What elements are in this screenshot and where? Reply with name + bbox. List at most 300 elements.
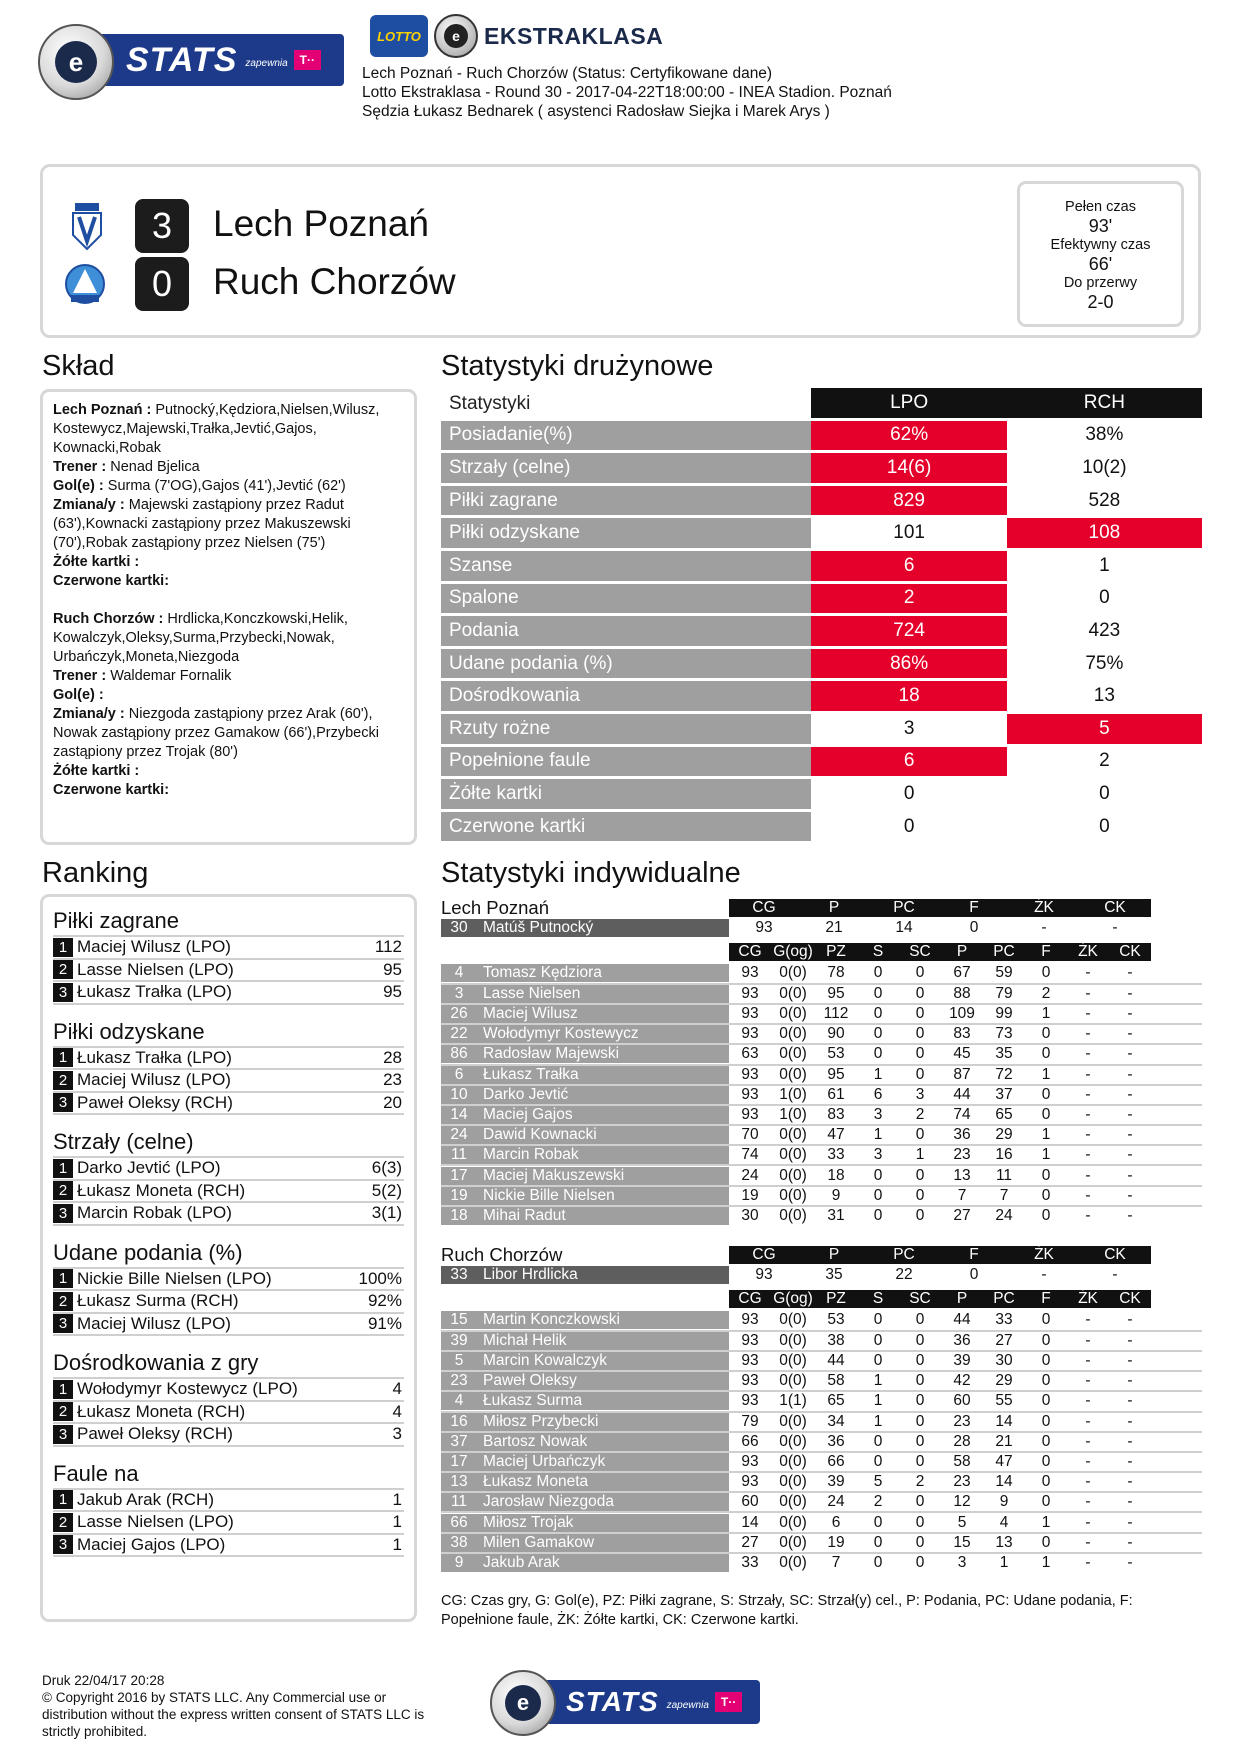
player-stat-value: 0(0): [779, 1310, 807, 1328]
player-stat-value: 23: [953, 1412, 971, 1430]
gk-column-header: CG: [729, 1246, 799, 1264]
player-stat-value: 0: [1041, 1533, 1051, 1551]
player-stat-value: -: [1085, 1352, 1091, 1370]
player-stat-value: -: [1127, 1310, 1133, 1328]
player-stat-value: -: [1085, 1493, 1091, 1511]
player-stat-value: 1: [1041, 1126, 1051, 1144]
player-stat-value: 58: [827, 1372, 845, 1390]
player-stat-value: 0: [915, 1372, 925, 1390]
player-stat-value: 88: [953, 984, 971, 1002]
player-stat-value: 0: [1041, 1352, 1051, 1370]
gk-column-header: PC: [869, 899, 939, 917]
player-stat-value: 0: [915, 1553, 925, 1571]
player-row: [441, 1064, 1202, 1084]
gk-column-header: F: [939, 899, 1009, 917]
home-goals: Gol(e) : Surma (7'OG),Gajos (41'),Jevtić (62'): [53, 478, 346, 494]
player-stat-value: 0: [873, 1352, 883, 1370]
ranking-row: [53, 1203, 404, 1226]
player-stat-value: 95: [827, 1065, 845, 1083]
team-stat-row: [441, 518, 1202, 551]
player-stat-value: -: [1085, 1146, 1091, 1164]
player-stat-value: 0: [1041, 1331, 1051, 1349]
match-referee: Sędzia Łukasz Bednarek ( asystenci Radosław Siejka i Marek Arys ): [362, 103, 830, 120]
rank-number: 1: [53, 1380, 73, 1399]
ranking-row: [53, 1535, 404, 1558]
player-stat-value: 1: [1041, 1513, 1051, 1531]
player-stat-value: 7: [831, 1553, 841, 1571]
player-number: 19: [441, 1187, 477, 1205]
player-stat-value: -: [1085, 1005, 1091, 1023]
player-stat-value: 73: [995, 1025, 1013, 1043]
player-number: 18: [441, 1207, 477, 1225]
player-stat-value: 1: [873, 1126, 883, 1144]
rank-number: 1: [53, 938, 73, 957]
ranking-value: 1: [392, 1534, 402, 1554]
player-name: Nickie Bille Nielsen: [477, 1187, 729, 1205]
team-name-label: Lech Poznań: [441, 897, 550, 919]
ranking-player-name: Paweł Oleksy (RCH): [77, 1092, 233, 1112]
ranking-player-name: Nickie Bille Nielsen (LPO): [77, 1268, 272, 1288]
ranking-value: 4: [392, 1401, 402, 1421]
player-stat-value: 0: [915, 1513, 925, 1531]
ranking-group-title: Udane podania (%): [53, 1239, 404, 1269]
team-stat-home-value: 0: [811, 812, 1006, 845]
rank-number: 3: [53, 1204, 73, 1223]
team-stat-home-value: 829: [811, 486, 1006, 519]
team-stat-home-value: 724: [811, 616, 1006, 649]
half-time-label: Do przerwy: [1063, 275, 1138, 291]
player-number: 10: [441, 1086, 477, 1104]
match-details: Lotto Ekstraklasa - Round 30 - 2017-04-22T18:00:00 - INEA Stadion. Poznań: [362, 84, 892, 101]
ranking-value: 100%: [358, 1268, 402, 1288]
player-row: [441, 1471, 1202, 1491]
away-individual-stats: [441, 1245, 1202, 1572]
player-stat-value: 79: [741, 1412, 759, 1430]
player-stat-value: 0(0): [779, 1493, 807, 1511]
ranking-value: 5(2): [371, 1180, 402, 1200]
player-row: [441, 1431, 1202, 1451]
match-title: Lech Poznań - Ruch Chorzów (Status: Certyfikowane dane): [362, 65, 773, 82]
player-row: [441, 1144, 1202, 1164]
team-stat-home-value: 14(6): [811, 453, 1006, 486]
player-stat-value: 93: [741, 1452, 759, 1470]
player-name: Tomasz Kędziora: [477, 964, 729, 982]
player-name: Paweł Oleksy: [477, 1372, 729, 1390]
ruch-crest-icon: [65, 259, 105, 309]
player-stat-value: 66: [827, 1452, 845, 1470]
player-stat-value: 1: [1041, 1553, 1051, 1571]
player-stat-value: 2: [1041, 984, 1051, 1002]
player-stat-value: -: [1127, 1473, 1133, 1491]
team-stat-label: Szanse: [441, 551, 811, 584]
player-stat-value: 19: [741, 1186, 759, 1204]
player-stat-value: 60: [741, 1493, 759, 1511]
away-score: 0: [135, 257, 189, 311]
player-stat-value: 0: [915, 1206, 925, 1224]
player-stat-value: 5: [957, 1513, 967, 1531]
ranking-player-name: Lasse Nielsen (LPO): [77, 1512, 234, 1532]
rank-number: 2: [53, 1402, 73, 1421]
player-stat-value: 15: [953, 1533, 971, 1551]
ranking-value: 3: [392, 1424, 402, 1444]
player-stat-value: 12: [953, 1493, 971, 1511]
player-column-header: F: [1025, 943, 1067, 961]
player-stat-value: -: [1085, 1412, 1091, 1430]
home-coach: Trener : Nenad Bjelica: [53, 459, 200, 475]
away-coach: Trener : Waldemar Fornalik: [53, 668, 232, 684]
player-stat-value: 0: [1041, 1186, 1051, 1204]
ranking-value: 95: [383, 982, 402, 1002]
player-stat-value: 0: [873, 1025, 883, 1043]
ranking-group: [53, 1128, 404, 1226]
player-stat-value: 0: [915, 1412, 925, 1430]
player-stat-value: -: [1085, 984, 1091, 1002]
ranking-player-name: Darko Jevtić (LPO): [77, 1158, 221, 1178]
ranking-row: [53, 982, 404, 1005]
player-stat-value: -: [1127, 1533, 1133, 1551]
player-stat-value: 7: [999, 1186, 1009, 1204]
player-stat-value: 0: [915, 1166, 925, 1184]
player-stat-value: 45: [953, 1045, 971, 1063]
team-stat-row: [441, 779, 1202, 812]
player-name: Mihai Radut: [477, 1207, 729, 1225]
player-name: Maciej Urbańczyk: [477, 1453, 729, 1471]
ranking-value: 95: [383, 959, 402, 979]
player-stat-value: 0: [1041, 1206, 1051, 1224]
player-stat-value: 37: [995, 1085, 1013, 1103]
player-stat-value: -: [1127, 1166, 1133, 1184]
team-stat-row: [441, 616, 1202, 649]
player-number: 23: [441, 1372, 477, 1390]
team-stats-away-code: RCH: [1007, 388, 1202, 421]
gk-column-header: CK: [1079, 899, 1151, 917]
ranking-value: 91%: [367, 1313, 402, 1333]
gk-column-header: F: [939, 1246, 1009, 1264]
team-stats-home-code: LPO: [811, 388, 1006, 421]
ranking-player-name: Łukasz Trałka (LPO): [77, 982, 232, 1002]
player-stat-value: 0: [873, 1206, 883, 1224]
gk-stat-value: 0: [969, 919, 979, 937]
team-stat-label: Spalone: [441, 584, 811, 617]
player-stat-value: 1(0): [779, 1085, 807, 1103]
player-stat-value: -: [1127, 1372, 1133, 1390]
player-column-header: SC: [899, 1290, 941, 1308]
player-row: [441, 1084, 1202, 1104]
player-stat-value: 24: [741, 1166, 759, 1184]
player-stat-value: 23: [953, 1473, 971, 1491]
player-stat-value: 24: [995, 1206, 1013, 1224]
player-row: [441, 1164, 1202, 1184]
player-stat-value: 3: [873, 1105, 883, 1123]
player-stat-value: 14: [995, 1412, 1013, 1430]
gk-stat-value: 0: [969, 1266, 979, 1284]
player-stat-value: 47: [827, 1126, 845, 1144]
ranking-row: [53, 1424, 404, 1447]
team-stat-label: Czerwone kartki: [441, 812, 811, 845]
player-stat-value: 0(0): [779, 1025, 807, 1043]
ekstraklasa-logo: [370, 14, 663, 58]
rank-number: 3: [53, 1314, 73, 1333]
player-name: Dawid Kownacki: [477, 1126, 729, 1144]
gk-column-header: ŻK: [1009, 899, 1079, 917]
ranking-group-title: Piłki odzyskane: [53, 1018, 404, 1048]
player-stat-value: 36: [953, 1331, 971, 1349]
ranking-player-name: Łukasz Trałka (LPO): [77, 1047, 232, 1067]
player-stat-value: 112: [823, 1005, 849, 1023]
player-stat-value: 14: [995, 1473, 1013, 1491]
player-row: [441, 1023, 1202, 1043]
player-stat-value: 33: [741, 1553, 759, 1571]
player-name: Maciej Gajos: [477, 1106, 729, 1124]
player-stat-value: 1: [1041, 1065, 1051, 1083]
player-name: Libor Hrdlicka: [477, 1266, 729, 1284]
player-stat-value: -: [1085, 1392, 1091, 1410]
player-stat-value: -: [1127, 1352, 1133, 1370]
effective-time-label: Efektywny czas: [1050, 237, 1151, 253]
player-name: Bartosz Nowak: [477, 1433, 729, 1451]
ranking-player-name: Wołodymyr Kostewycz (LPO): [77, 1379, 298, 1399]
player-stat-value: 34: [827, 1412, 845, 1430]
rank-number: 3: [53, 1535, 73, 1554]
ranking-group: [53, 1018, 404, 1116]
player-stat-value: 93: [741, 1352, 759, 1370]
player-stat-value: 0: [873, 1045, 883, 1063]
team-stat-away-value: 38%: [1007, 421, 1202, 454]
gk-header-row: [441, 898, 1202, 918]
player-stat-value: 0(0): [779, 1186, 807, 1204]
player-stat-value: 0: [1041, 1493, 1051, 1511]
team-stat-row: [441, 551, 1202, 584]
player-number: 30: [441, 919, 477, 937]
team-stats-header-label: Statystyki: [441, 388, 811, 421]
player-stat-value: 1: [1041, 1146, 1051, 1164]
player-number: 86: [441, 1045, 477, 1063]
team-stat-label: Piłki odzyskane: [441, 518, 811, 551]
team-stat-label: Dośrodkowania: [441, 681, 811, 714]
rank-number: 2: [53, 1071, 73, 1090]
player-stat-value: 0: [915, 1065, 925, 1083]
team-stat-row: [441, 421, 1202, 454]
match-time-box: [1017, 181, 1184, 327]
player-stat-value: 0: [915, 1005, 925, 1023]
gk-stat-value: 93: [755, 919, 773, 937]
player-stat-value: 0: [915, 1331, 925, 1349]
player-stat-value: -: [1127, 1146, 1133, 1164]
ranking-value: 1: [392, 1512, 402, 1532]
player-stat-value: 44: [827, 1352, 845, 1370]
player-stat-value: 0(0): [779, 984, 807, 1002]
player-stat-value: 87: [953, 1065, 971, 1083]
player-stat-value: 90: [827, 1025, 845, 1043]
player-stat-value: 7: [957, 1186, 967, 1204]
player-stat-value: -: [1127, 1392, 1133, 1410]
player-stat-value: 93: [741, 963, 759, 981]
player-stat-value: 0(0): [779, 1412, 807, 1430]
player-stat-value: 78: [827, 963, 845, 981]
player-stat-value: -: [1085, 1105, 1091, 1123]
player-name: Miłosz Przybecki: [477, 1413, 729, 1431]
ranking-row: [53, 1158, 404, 1181]
player-number: 5: [441, 1352, 477, 1370]
player-stat-value: -: [1127, 984, 1133, 1002]
player-stat-value: 58: [953, 1452, 971, 1470]
player-row: [441, 963, 1202, 983]
player-stat-value: 0(0): [779, 1432, 807, 1450]
player-stat-value: 0(0): [779, 1045, 807, 1063]
player-stat-value: 31: [827, 1206, 845, 1224]
team-stat-away-value: 108: [1007, 518, 1202, 551]
team-stat-label: Żółte kartki: [441, 779, 811, 812]
player-stat-value: 27: [953, 1206, 971, 1224]
player-number: 17: [441, 1453, 477, 1471]
player-stat-value: 65: [995, 1105, 1013, 1123]
player-name: Matúš Putnocký: [477, 919, 729, 937]
player-stat-value: -: [1085, 1432, 1091, 1450]
rank-number: 1: [53, 1490, 73, 1509]
player-stat-value: 0: [915, 1045, 925, 1063]
home-red: Czerwone kartki:: [53, 573, 170, 589]
stats-logo-word: STATS: [126, 40, 238, 79]
player-stat-value: -: [1085, 1533, 1091, 1551]
individual-stats-title: Statystyki indywidualne: [441, 857, 741, 889]
player-stat-value: -: [1085, 1065, 1091, 1083]
player-stat-value: -: [1127, 1045, 1133, 1063]
ranking-row: [53, 1512, 404, 1535]
player-column-header: G(og): [771, 1290, 815, 1308]
footer-stats-logo: [490, 1670, 760, 1734]
player-stat-value: 6: [873, 1085, 883, 1103]
ranking-value: 20: [383, 1092, 402, 1112]
player-name: Martin Konczkowski: [477, 1311, 729, 1329]
footer-ekstraklasa-ball-icon: e: [490, 1670, 556, 1736]
ranking-group-title: Faule na: [53, 1460, 404, 1490]
player-name: Radosław Majewski: [477, 1045, 729, 1063]
rank-number: 3: [53, 1425, 73, 1444]
player-stat-value: 42: [953, 1372, 971, 1390]
player-column-header: CG: [729, 943, 771, 961]
ranking-value: 1: [392, 1489, 402, 1509]
team-stat-home-value: 101: [811, 518, 1006, 551]
player-stat-value: 93: [741, 1025, 759, 1043]
tmobile-logo: T··: [294, 50, 321, 70]
team-stat-away-value: 5: [1007, 714, 1202, 747]
player-stat-value: 93: [741, 984, 759, 1002]
player-number: 33: [441, 1266, 477, 1284]
player-column-header: S: [857, 943, 899, 961]
player-stat-value: 0: [1041, 1473, 1051, 1491]
ranking-value: 4: [392, 1379, 402, 1399]
player-stat-value: 67: [953, 963, 971, 981]
gk-column-header: CK: [1079, 1246, 1151, 1264]
player-number: 11: [441, 1493, 477, 1511]
player-stat-value: 2: [915, 1105, 925, 1123]
player-stat-value: -: [1085, 1372, 1091, 1390]
home-yellow: Żółte kartki :: [53, 554, 140, 570]
player-row: [441, 1310, 1202, 1330]
player-column-header: G(og): [771, 943, 815, 961]
team-stat-row: [441, 747, 1202, 780]
player-stat-value: 1: [873, 1065, 883, 1083]
player-stat-value: 93: [741, 1005, 759, 1023]
footer-text: [42, 1672, 452, 1740]
player-name: Wołodymyr Kostewycz: [477, 1025, 729, 1043]
player-column-header: PC: [983, 1290, 1025, 1308]
player-row: [441, 1411, 1202, 1431]
ranking-value: 92%: [367, 1291, 402, 1311]
player-stat-value: -: [1085, 1513, 1091, 1531]
player-column-header: P: [941, 943, 983, 961]
player-stat-value: 21: [995, 1432, 1013, 1450]
team-stat-away-value: 13: [1007, 681, 1202, 714]
stats-logo-bar: [90, 34, 344, 86]
player-stat-value: 0(0): [779, 1146, 807, 1164]
player-column-header: PZ: [815, 1290, 857, 1308]
team-stat-away-value: 1: [1007, 551, 1202, 584]
full-time-label: Pełen czas: [1065, 199, 1136, 215]
away-goals: Gol(e) :: [53, 687, 104, 703]
player-column-header: PZ: [815, 943, 857, 961]
player-stat-value: 4: [999, 1513, 1009, 1531]
team-stats-table: [441, 388, 1202, 844]
ranking-row: [53, 1314, 404, 1337]
player-stat-value: -: [1085, 1452, 1091, 1470]
player-stat-value: -: [1127, 1085, 1133, 1103]
player-stat-value: 29: [995, 1372, 1013, 1390]
footer-stats-sponsor-text: zapewnia: [666, 1699, 709, 1711]
player-stat-value: 16: [995, 1146, 1013, 1164]
player-stat-value: -: [1085, 1206, 1091, 1224]
ranking-group: [53, 1349, 404, 1447]
gk-stat-value: -: [1112, 919, 1118, 937]
player-number: 4: [441, 1392, 477, 1410]
player-stat-value: 0: [915, 1186, 925, 1204]
player-stat-value: 83: [953, 1025, 971, 1043]
player-stat-value: 13: [995, 1533, 1013, 1551]
player-stat-value: 30: [741, 1206, 759, 1224]
player-stat-value: 0: [915, 1432, 925, 1450]
gk-column-header: P: [799, 1246, 869, 1264]
player-stat-value: 0(0): [779, 1513, 807, 1531]
player-name: Jarosław Niezgoda: [477, 1493, 729, 1511]
ranking-player-name: Łukasz Moneta (RCH): [77, 1180, 246, 1200]
ranking-value: 112: [374, 937, 402, 957]
player-number: 17: [441, 1167, 477, 1185]
player-column-header: F: [1025, 1290, 1067, 1308]
player-row: [441, 1043, 1202, 1063]
rank-number: 1: [53, 1048, 73, 1067]
player-stat-value: 0(0): [779, 1352, 807, 1370]
player-stat-value: 35: [995, 1045, 1013, 1063]
rank-number: 2: [53, 960, 73, 979]
player-stat-value: 0: [1041, 1085, 1051, 1103]
player-stat-value: -: [1085, 1025, 1091, 1043]
ekstraklasa-ball-icon: e: [38, 24, 114, 100]
player-stat-value: 0(0): [779, 1126, 807, 1144]
player-stat-value: -: [1085, 1310, 1091, 1328]
player-stat-value: 93: [741, 1065, 759, 1083]
player-stat-value: 99: [995, 1005, 1013, 1023]
gk-column-header: P: [799, 899, 869, 917]
footer-stats-logo-bar: [536, 1680, 760, 1724]
player-column-header: ŻK: [1067, 943, 1109, 961]
player-row: [441, 1491, 1202, 1511]
player-stat-value: 0: [1041, 1105, 1051, 1123]
player-stat-value: 0(0): [779, 1452, 807, 1470]
player-stat-value: 0: [1041, 1412, 1051, 1430]
lineup-panel: [40, 389, 417, 845]
player-stat-value: -: [1127, 1206, 1133, 1224]
player-name: Marcin Kowalczyk: [477, 1352, 729, 1370]
